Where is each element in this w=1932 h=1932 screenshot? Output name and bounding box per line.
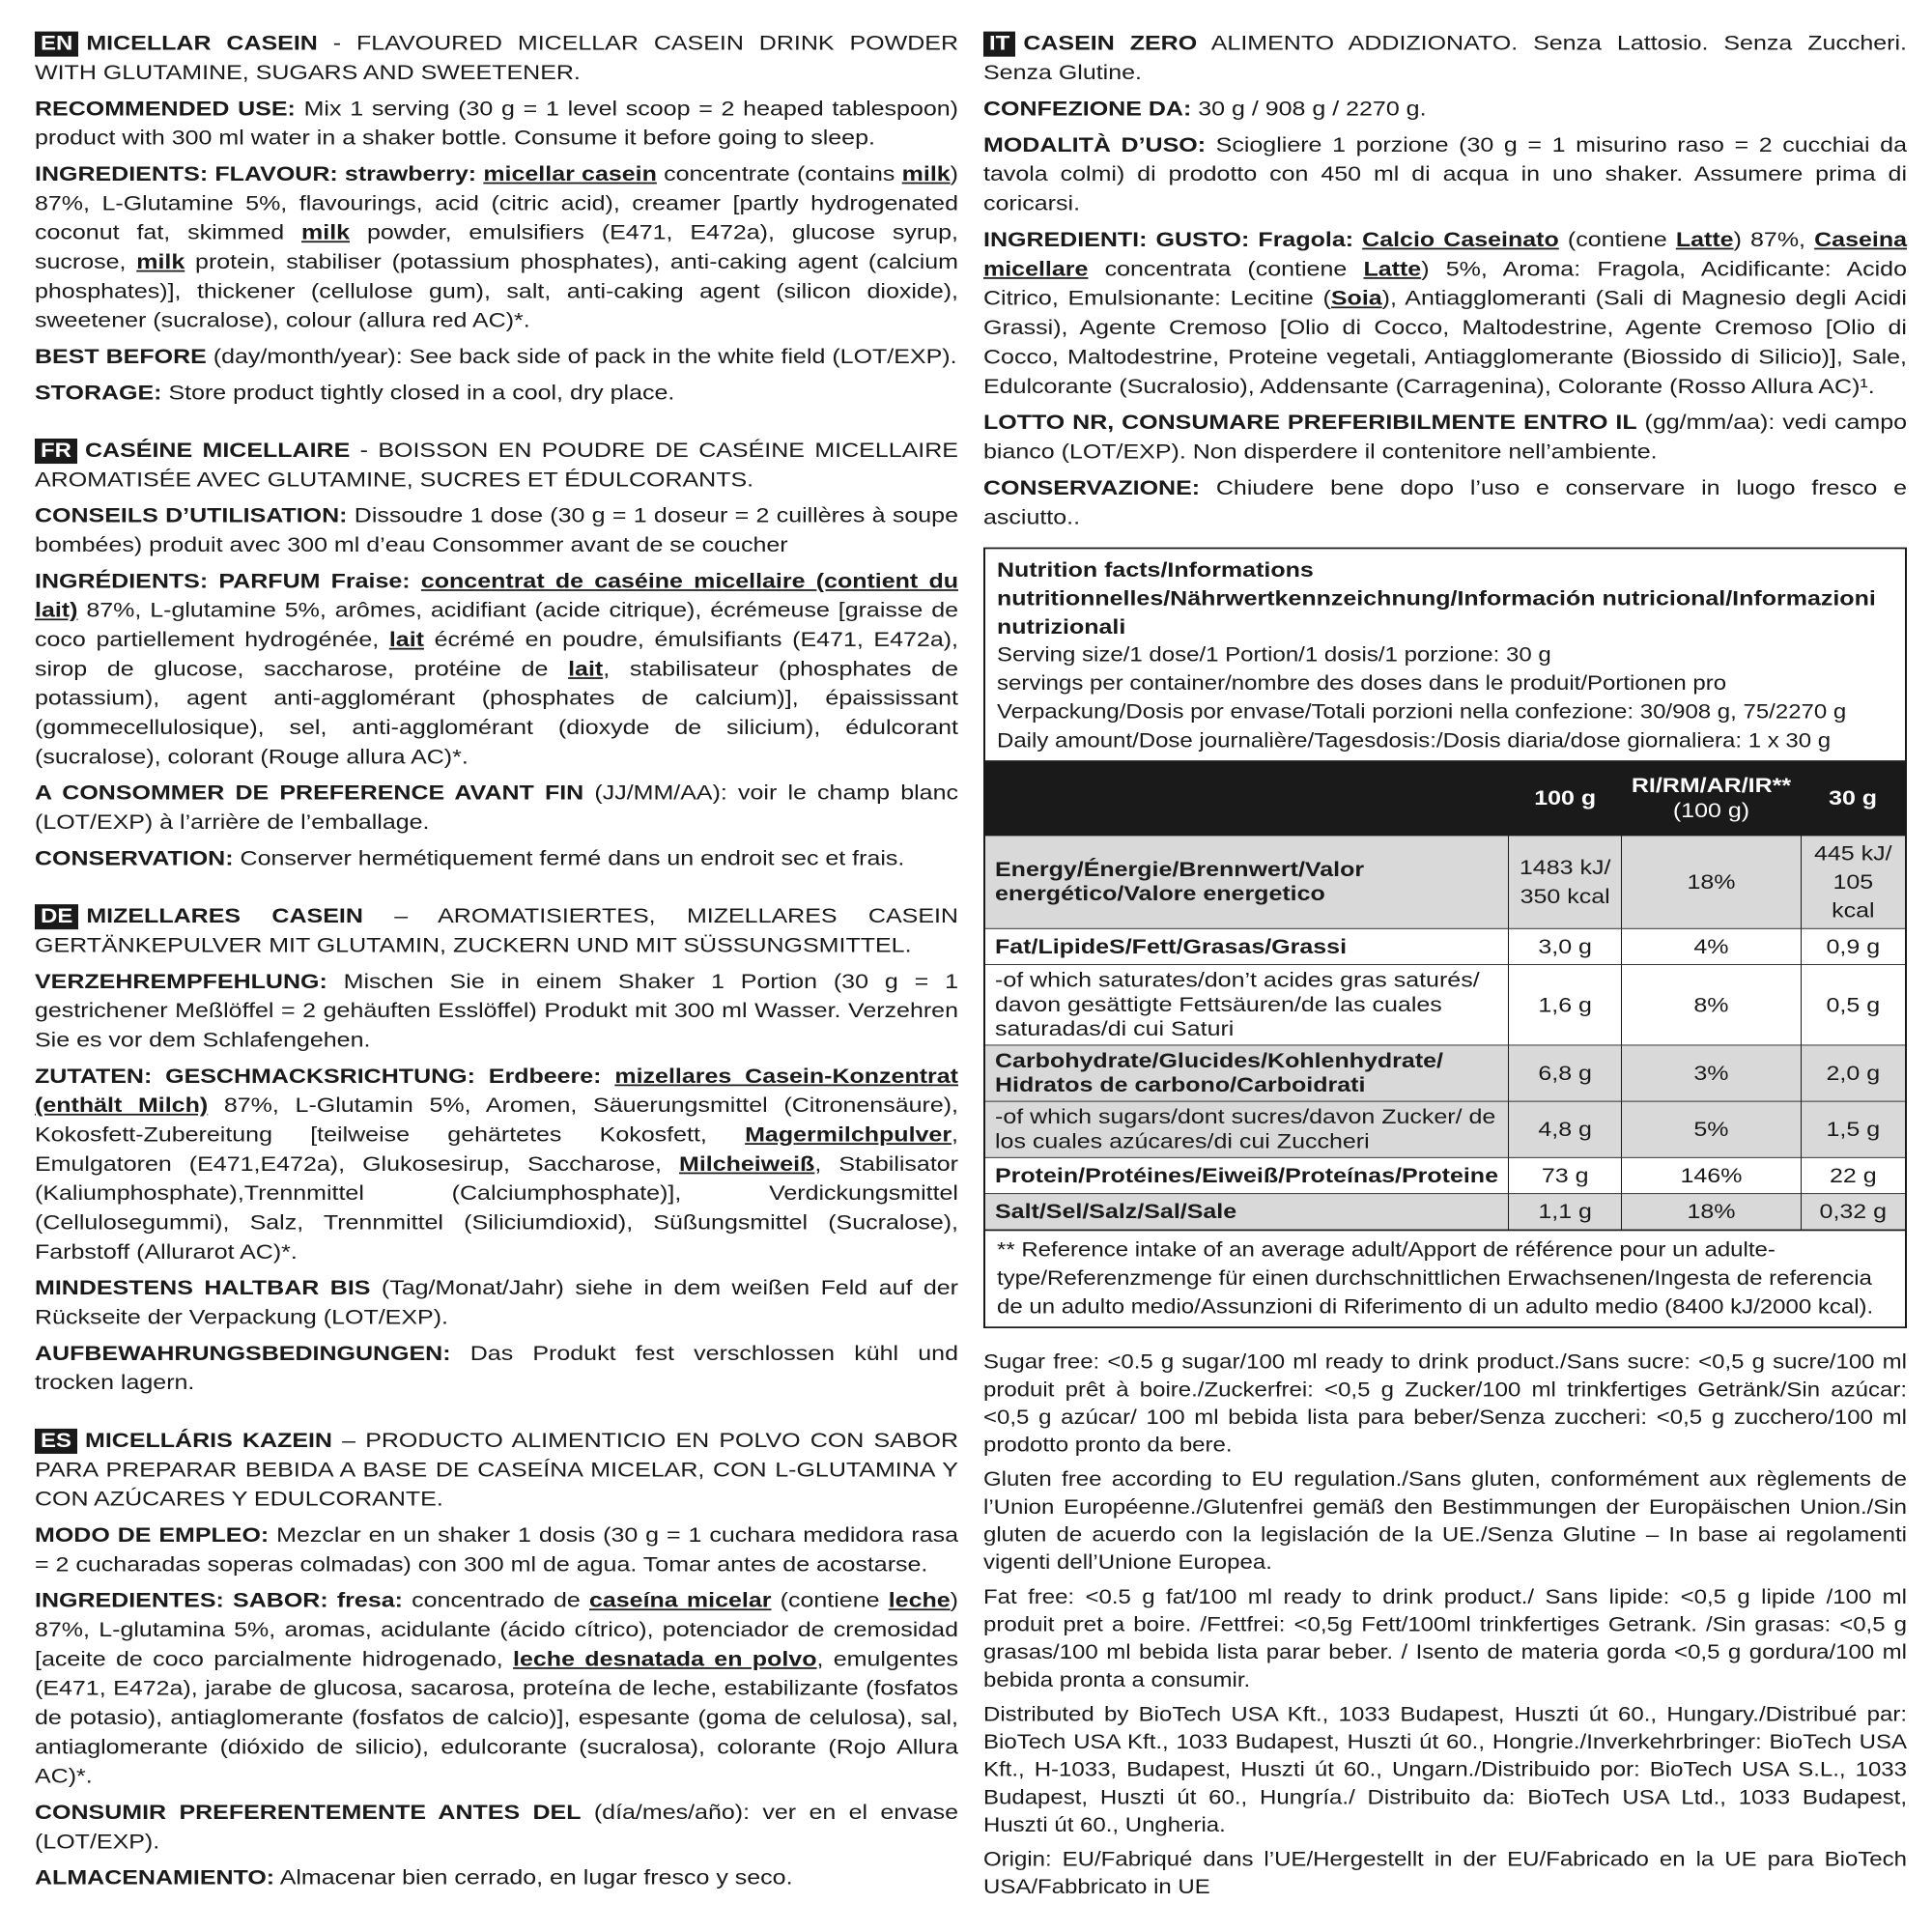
best-label-es: CONSUMIR PREFERENTEMENTE ANTES DEL [35,1800,582,1825]
col-ri [1622,761,1801,836]
serving-size: Serving size/1 dose/1 Portion/1 dosis/1 porzione: 30 g [997,643,1551,667]
best-text-es: (día/mes/año): ver en el envase (LOT/EXP). [35,1800,958,1854]
best-label-fr: A CONSOMMER DE PREFERENCE AVANT FIN [35,781,584,805]
section-it [983,29,1907,532]
ing-text-it-3: concentrata (contiene [1088,257,1364,281]
row-value-ri: 18% [1622,1194,1801,1230]
row-value-ri: 5% [1622,1101,1801,1157]
use-text-es: Mezclar en un shaker 1 dosis (30 g = 1 cuchara medidora rasa = 2 cucharadas soperas colmadas) con 300 ml de agua. Tomar antes de acostarse. [35,1522,959,1577]
allergen-fr-3: lait [568,657,604,681]
allergen-it-3: Caseina micellare [983,227,1907,281]
allergen-de-3: Milcheiweiß [679,1151,815,1177]
storage-text-fr: Conserver hermétiquement fermé dans un endroit sec et frais. [233,846,905,870]
use-label-en: RECOMMENDED USE: [35,97,296,121]
ing-text-it-1: (contiene [1558,227,1676,252]
ing-text-en-3: powder, emulsifiers (E471, E472a), glucose syrup, sucrose, [35,220,958,274]
allergen-en-4: milk [136,249,185,274]
row-label: Protein/Protéines/Eiweiß/Proteínas/Proteine [985,1157,1508,1193]
table-row [985,1157,1905,1193]
distributor-note: Distributed by BioTech USA Kft., 1033 Budapest, Huszti út 60., Hungary./Distribué par: BioTech USA Kft., 1033 Budapest, Huszti út 60., Hongrie./Inverkehrbringer: BioTech USA Kft., H-1033, Budapest, Huszti út 60., Ungarn./Distribuido por: BioTech USA S.L., 1033 Budapest, Huszti út 60., Hungría./ Distribuito da: BioTech USA Ltd., 1033 Budapest, Huszti út 60., Ungheria. [983,1703,1907,1837]
table-row [985,1101,1905,1157]
lang-badge-en: EN [35,32,78,57]
storage-label-it: CONSERVAZIONE: [983,475,1201,500]
allergen-en-3: milk [301,220,351,244]
storage-label-es: ALMACENAMIENTO: [35,1865,275,1889]
nutrition-header [985,549,1905,760]
row-value-30g: 0,9 g [1801,928,1905,964]
claims-notes [983,1349,1907,1901]
allergen-en-1: micellar casein [483,161,657,186]
col-ri-sub: (100 g) [1672,799,1750,823]
row-label: -of which saturates/don’t acides gras saturés/ davon gesättigte Fettsäuren/de las cuales saturadas/di cui Saturi [985,965,1508,1045]
allergen-es-2: leche [888,1588,951,1612]
row-value-30g: 1,5 g [1801,1101,1905,1157]
allergen-it-1: Calcio Caseinato [1362,227,1559,252]
storage-text-de: Das Produkt fest verschlossen kühl und trocken lagern. [35,1341,958,1395]
ing-label-de: ZUTATEN: GESCHMACKSRICHTUNG: Erdbeere: [35,1064,602,1089]
pack-text-it: 30 g / 908 g / 2270 g. [1191,97,1427,121]
table-row [985,836,1905,928]
subtitle-es: – PRODUCTO ALIMENTICIO EN POLVO CON SABOR PARA PREPARAR BEBIDA A BASE DE CASEÍNA MICELAR, CON L-GLUTAMINA Y CON AZÚCARES Y EDULCORANTE. [35,1428,958,1511]
use-label-de: VERZEHREMPFEHLUNG: [35,969,327,994]
nutrition-footnote: ** Reference intake of an average adult/Apport de référence pour un adulte-type/Referenzmenge für einen durchschnittlichen Erwachsenen/Ingesta de referencia de un adulto medio/Assunzioni di Riferimento di un adulto medio (8400 kJ/2000 kcal). [985,1230,1905,1327]
ing-text-it-5: ), Antiagglomeranti (Sali di Magnesio degli Acidi Grassi), Agente Cremoso [Olio di Cocco, Maltodestrine, Agente Cremoso [Olio di Cocco, Maltodestrine, Proteine vegetali, Antiagglomerante (Biossido di Silicio)], Sale, Edulcorante (Sucralosio), Addensante (Carragenina), Colorante (Rosso Allura AC)¹. [983,286,1907,399]
best-label-de: MINDESTENS HALTBAR BIS [35,1276,371,1300]
allergen-es-1: caseína micelar [588,1588,772,1612]
row-label: Carbohydrate/Glucides/Kohlenhydrate/ Hidratos de carbono/Carboidrati [985,1045,1508,1101]
storage-text-en: Store product tightly closed in a cool, dry place. [161,381,675,405]
row-label: -of which sugars/dont sucres/davon Zucker/ de los cuales azúcares/di cui Zuccheri [985,1101,1508,1157]
subtitle-en: - FLAVOURED MICELLAR CASEIN DRINK POWDER WITH GLUTAMINE, SUGARS AND SWEETENER. [35,31,958,85]
title-fr: CASÉINE MICELLAIRE [85,439,351,463]
fat-free-note: Fat free: <0.5 g fat/100 ml ready to drink product./ Sans lipide: <0,5 g lipide /100 ml produit pret a boire. /Fettfrei: <0,5g Fett/100ml trinkfertiges Getrank. /Sin grasas: <0,5 g grasas/100 ml bebida lista parar beber. / Isento de materia gorda <0,5 g gordura/100 ml bebida pronta a consumir. [983,1585,1907,1691]
row-value-30g: 22 g [1801,1157,1905,1193]
allergen-it-4: Latte [1363,257,1422,281]
row-value-ri: 4% [1622,928,1801,964]
subtitle-fr: - BOISSON EN POUDRE DE CASÉINE MICELLAIRE AROMATISÉE AVEC GLUTAMINE, SUCRES ET ÉDULCORANTS. [35,439,958,492]
col-ri-label: RI/RM/AR/IR** [1631,774,1792,798]
daily-amount: Daily amount/Dose journalière/Tagesdosis:/Dosis diaria/dose giornaliera: 1 x 30 g [997,729,1832,753]
nutrition-table [985,760,1905,1229]
row-value-ri: 146% [1622,1157,1801,1193]
ing-text-en-4: protein, stabiliser (potassium phosphates), anti-caking agent (calcium phosphates)], thickener (cellulose gum), salt, anti-caking agent (silicon dioxide), sweetener (sucralose), colour (allura red AC)*. [35,249,958,332]
storage-text-it: Chiudere bene dopo l’uso e conservare in luogo fresco e asciutto.. [983,475,1907,529]
section-en [35,29,958,408]
allergen-fr-2: lait [388,627,424,652]
storage-label-de: AUFBEWAHRUNGSBEDINGUNGEN: [35,1341,451,1366]
gluten-free-note: Gluten free according to EU regulation./Sans gluten, conformément aux règlements de l’Union Européenne./Glutenfrei gemäß den Bestimmungen der Europäischen Union./Sin gluten de acuerdo con la legislación de la UE./Senza Glutine – In base ai regolamenti vigenti dell’Unione Europea. [983,1468,1907,1575]
table-row [985,965,1905,1045]
row-value-30g: 0,5 g [1801,965,1905,1045]
subtitle-it: ALIMENTO ADDIZIONATO. Senza Lattosio. Senza Zuccheri. Senza Glutine. [983,31,1907,85]
ing-text-es-0: concentrado de [402,1588,589,1612]
row-value-30g: 445 kJ/ 105 kcal [1801,836,1905,928]
right-column [983,29,1907,1908]
row-value-ri: 8% [1622,965,1801,1045]
row-value-ri: 3% [1622,1045,1801,1101]
allergen-de-1: mizellares Casein-Konzentrat (enthält Milch) [35,1064,958,1118]
use-text-en: Mix 1 serving (30 g = 1 level scoop = 2 heaped tablespoon) product with 300 ml water in a shaker bottle. Consume it before going to sleep. [35,97,958,150]
allergen-es-3: leche desnatada en polvo [513,1647,817,1671]
ing-label-en: INGREDIENTS: FLAVOUR: strawberry: [35,161,477,186]
title-en: MICELLAR CASEIN [86,31,318,55]
ing-text-de-1: 87%, L-Glutamin 5%, Aromen, Säuerungsmittel (Citronensäure), Kokosfett-Zubereitung [teilweise gehärtetes Kokosfett, [35,1094,959,1147]
pack-label-it: CONFEZIONE DA: [983,97,1192,121]
servings-per-container: servings per container/nombre des doses dans le produit/Portionen pro Verpackung/Dosis por envase/Totali porzioni nella confezione: 30/908 g, 75/2270 g [997,671,1847,724]
section-de [35,902,958,1398]
storage-text-es: Almacenar bien cerrado, en lugar fresco y seco. [274,1865,793,1889]
row-label: Fat/LipideS/Fett/Grasas/Grassi [985,928,1508,964]
row-value-30g: 2,0 g [1801,1045,1905,1101]
row-value-100g: 1,6 g [1508,965,1621,1045]
ing-text-it-4: ) 5%, Aroma: Fragola, Acidificante: Acido Citrico, Emulsionante: Lecitine ( [983,257,1907,310]
nutrition-title: Nutrition facts/Informations nutritionnelles/Nährwertkennzeichnung/Información nutricional/Informazioni nutrizionali [997,557,1876,639]
nutrition-table-box [983,548,1907,1328]
lang-badge-fr: FR [35,439,77,464]
row-value-100g: 4,8 g [1508,1101,1621,1157]
allergen-en-2: milk [901,161,951,186]
origin-note: Origin: EU/Fabriqué dans l’UE/Hergestellt in der EU/Fabricado en la UE para BioTech USA/Fabbricato in UE [983,1848,1907,1899]
row-value-100g: 6,8 g [1508,1045,1621,1101]
col-30g: 30 g [1801,761,1905,836]
allergen-fr-1: concentrat de caséine micellaire (contient du lait) [35,569,958,622]
ing-text-es-2: ) 87%, L-glutamina 5%, aromas, acidulante (ácido cítrico), potenciador de cremosidad [aceite de coco parcialmente hidrogenado, [35,1588,958,1671]
table-row [985,1045,1905,1101]
lot-text-it: (gg/mm/aa): vedi campo bianco (LOT/EXP). Non disperdere il contenitore nell’ambiente. [983,411,1907,464]
title-de: MIZELLARES CASEIN [86,904,363,928]
row-label: Salt/Sel/Salz/Sal/Sale [985,1194,1508,1230]
row-value-30g: 0,32 g [1801,1194,1905,1230]
ing-text-es-3: , emulgentes (E471, E472a), jarabe de glucosa, sacarosa, proteína de leche, estabilizante (fosfatos de potasio), antiaglomerante (fosfatos de calcio)], espesante (goma de celulosa), sal, antiaglomerante (dióxido de silicio), edulcorante (sucralosa), colorante (Rojo Allura AC)*. [35,1647,959,1788]
ing-text-de-3: , Stabilisator (Kaliumphosphate),Trennmittel (Calciumphosphate)], Verdickungsmittel (Cellulosegummi), Salz, Trennmittel (Siliciumdioxid), Süßungsmittel (Sucralose), Farbstoff (Allurarot AC)*. [35,1151,959,1264]
ing-text-fr-3: , stabilisateur (phosphates de potassium), agent anti-agglomérant (phosphates de calcium)], épaississant (gommecellulosique), sel, anti-agglomérant (dioxyde de silicium), édulcorant (sucralose), colorant (Rouge allura AC)*. [35,657,958,769]
ing-text-es-1: (contiene [771,1588,889,1612]
lot-label-it: LOTTO NR, CONSUMARE PREFERIBILMENTE ENTRO IL [983,411,1637,435]
storage-label-en: STORAGE: [35,381,162,405]
use-label-es: MODO DE EMPLEO: [35,1522,270,1548]
allergen-de-2: Magermilchpulver [745,1122,952,1147]
lang-badge-de: DE [35,904,78,929]
best-text-fr: (JJ/MM/AA): voir le champ blanc (LOT/EXP) à l’arrière de l’emballage. [35,781,958,835]
nutrition-header-row [985,761,1905,836]
best-text-de: (Tag/Monat/Jahr) siehe in dem weißen Feld auf der Rückseite der Verpackung (LOT/EXP). [35,1276,959,1329]
row-value-100g: 1483 kJ/ 350 kcal [1508,836,1621,928]
subtitle-de: – AROMATISIERTES, MIZELLARES CASEIN GERTÄNKEPULVER MIT GLUTAMIN, ZUCKERN UND MIT SÜSSUNGSMITTEL. [35,904,958,957]
row-label: Energy/Énergie/Brennwert/Valor energético/Valore energetico [985,836,1508,928]
use-text-it: Sciogliere 1 porzione (30 g = 1 misurino raso = 2 cucchiai da tavola colmi) di prodotto con 450 ml di acqua in uno shaker. Assumere prima di coricarsi. [983,132,1907,215]
row-value-100g: 1,1 g [1508,1194,1621,1230]
ing-label-it: INGREDIENTI: GUSTO: Fragola: [983,227,1354,252]
title-it: CASEIN ZERO [1023,31,1198,55]
allergen-it-5: Soia [1330,286,1382,310]
title-es: MICELLÁRIS KAZEIN [85,1428,332,1453]
ing-label-fr: INGRÉDIENTS: PARFUM Fraise: [35,569,411,593]
row-value-100g: 73 g [1508,1157,1621,1193]
best-label-en: BEST BEFORE [35,344,207,369]
allergen-it-2: Latte [1675,227,1734,252]
use-text-fr: Dissoudre 1 dose (30 g = 1 doseur = 2 cuillères à soupe bombées) produit avec 300 ml d’eau Consommer avant de se coucher [35,503,958,557]
ing-text-en-2: ) 87%, L-Glutamine 5%, flavourings, acid (citric acid), creamer [partly hydrogenated coconut fat, skimmed [35,161,958,244]
ing-label-es: INGREDIENTES: SABOR: fresa: [35,1588,403,1612]
lang-badge-es: ES [35,1429,77,1454]
ing-text-de-2: , Emulgatoren (E471,E472a), Glukosesirup, Saccharose, [35,1122,958,1177]
sugar-free-note: Sugar free: <0.5 g sugar/100 ml ready to drink product./Sans sucre: <0,5 g sucre/100 ml produit prêt à boire./Zuckerfrei: <0,5 g Zucker/100 ml trinkfertiges Getränk/Sin azúcar: <0,5 g azúcar/ 100 ml bebida lista para beber/Senza zuccheri: <0,5 g zucchero/100 ml prodotto pronto da bere. [983,1350,1907,1457]
section-fr [35,436,958,873]
use-label-it: MODALITÀ D’USO: [983,132,1207,156]
table-row [985,928,1905,964]
ing-text-fr-1: 87%, L-glutamine 5%, arômes, acidifiant (acide citrique), écrémeuse [graisse de coco partiellement hydrogénée, [35,598,958,652]
best-text-en: (day/month/year): See back side of pack in the white field (LOT/EXP). [206,344,957,369]
ing-text-en-1: concentrate (contains [656,161,902,186]
ing-text-it-2: ) 87%, [1733,227,1815,252]
ing-text-fr-2: écrémé en poudre, émulsifiants (E471, E472a), sirop de glucose, saccharose, protéine de [35,627,958,681]
use-text-de: Mischen Sie in einem Shaker 1 Portion (30 g = 1 gestrichener Meßlöffel = 2 gehäuften Esslöffel) Produkt mit 300 ml Wasser. Verzehren Sie es vor dem Schlafengehen. [35,969,958,1052]
table-row [985,1194,1905,1230]
col-100g: 100 g [1508,761,1621,836]
storage-label-fr: CONSERVATION: [35,846,234,870]
row-value-ri: 18% [1622,836,1801,928]
use-label-fr: CONSEILS D’UTILISATION: [35,503,348,527]
lang-badge-it: IT [983,32,1015,57]
row-value-100g: 3,0 g [1508,928,1621,964]
left-column [35,29,958,1908]
section-es [35,1426,958,1892]
